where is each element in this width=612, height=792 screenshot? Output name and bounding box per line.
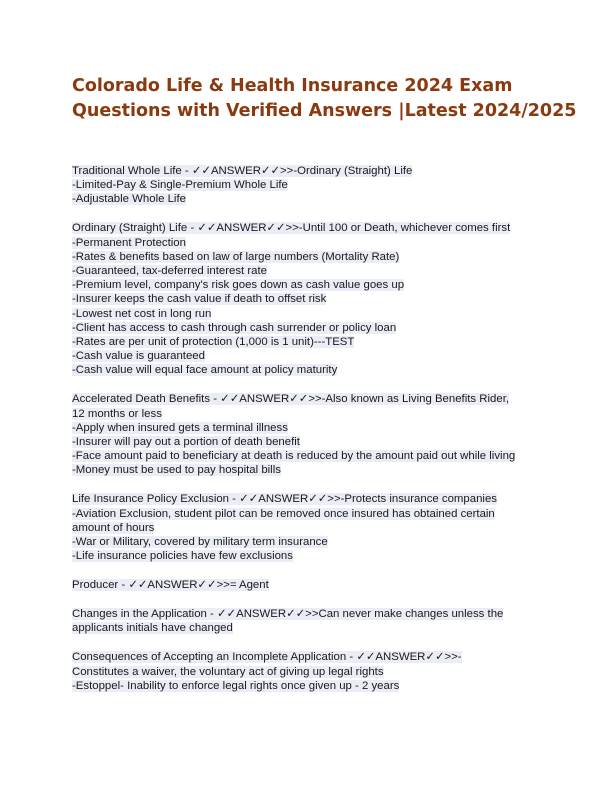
entry-line-text: -Estoppel- Inability to enforce legal rights once given up - 2 years <box>72 679 400 692</box>
entry-line-text: Traditional Whole Life - ✓✓ANSWER✓✓>>-Ordinary (Straight) Life <box>72 165 413 177</box>
entry-line-text: -Insurer will pay out a portion of death benefit <box>72 436 300 449</box>
entry-line-text: -Client has access to cash through cash surrender or policy loan <box>72 321 397 334</box>
entry-line <box>72 292 548 306</box>
entry-line-text: -Aviation Exclusion, student pilot can be removed once insured has obtained certain <box>72 507 495 520</box>
entry-line-text: -Premium level, company's risk goes down as cash value goes up <box>72 279 405 292</box>
entry-line <box>72 650 548 664</box>
entry-line <box>72 621 548 635</box>
entry-line-text: -Limited-Pay & Single-Premium Whole Life <box>72 179 288 192</box>
question-answer-list <box>72 164 548 708</box>
title-line-2: Questions with Verified Answers |Latest 2024/2025 <box>72 101 577 121</box>
document-title <box>72 74 577 124</box>
entry-line-text: -Adjustable Whole Life <box>72 193 186 206</box>
entry-line <box>72 407 548 421</box>
entry-line <box>72 449 548 463</box>
entry-line-text: -Lowest net cost in long run <box>72 307 212 320</box>
entry-line-text: Accelerated Death Benefits - ✓✓ANSWER✓✓>>-Also known as Living Benefits Rider, <box>72 393 510 406</box>
entry-line <box>72 178 548 192</box>
qa-entry <box>72 392 548 477</box>
entry-line <box>72 421 548 435</box>
entry-line-text: -Insurer keeps the cash value if death to offset risk <box>72 293 327 306</box>
entry-line-text: -Permanent Protection <box>72 236 186 249</box>
entry-line-text: -Rates are per unit of protection (1,000 is 1 unit)---TEST <box>72 336 355 349</box>
entry-line <box>72 521 548 535</box>
entry-line <box>72 236 548 250</box>
entry-line <box>72 507 548 521</box>
entry-line-text: -Rates & benefits based on law of large numbers (Mortality Rate) <box>72 250 400 263</box>
entry-line-text: amount of hours <box>72 521 155 534</box>
entry-line <box>72 192 548 206</box>
entry-line <box>72 463 548 477</box>
entry-line-text: Consequences of Accepting an Incomplete Application - ✓✓ANSWER✓✓>>- <box>72 651 462 664</box>
entry-line <box>72 535 548 549</box>
entry-line <box>72 578 548 592</box>
entry-line <box>72 221 548 235</box>
qa-entry <box>72 492 548 563</box>
qa-entry <box>72 164 548 207</box>
entry-line-text: applicants initials have changed <box>72 622 233 635</box>
entry-line-text: 12 months or less <box>72 407 162 420</box>
entry-line <box>72 435 548 449</box>
entry-line-text: Ordinary (Straight) Life - ✓✓ANSWER✓✓>>-Until 100 or Death, whichever comes first <box>72 222 511 235</box>
entry-line <box>72 665 548 679</box>
entry-line <box>72 392 548 406</box>
entry-line-text: Constitutes a waiver, the voluntary act of giving up legal rights <box>72 665 384 678</box>
entry-line <box>72 264 548 278</box>
entry-line-text: -Cash value will equal face amount at policy maturity <box>72 364 338 377</box>
entry-line <box>72 321 548 335</box>
entry-line <box>72 492 548 506</box>
entry-line <box>72 307 548 321</box>
entry-line <box>72 349 548 363</box>
entry-line-text: -Money must be used to pay hospital bills <box>72 464 281 477</box>
entry-line-text: Changes in the Application - ✓✓ANSWER✓✓>>Can never make changes unless the <box>72 608 504 621</box>
qa-entry <box>72 607 548 635</box>
entry-line <box>72 250 548 264</box>
entry-line <box>72 607 548 621</box>
entry-line-text: -War or Military, covered by military term insurance <box>72 536 328 549</box>
entry-line-text: -Cash value is guaranteed <box>72 350 205 363</box>
entry-line-text: -Life insurance policies have few exclusions <box>72 550 293 563</box>
entry-line-text: Producer - ✓✓ANSWER✓✓>>= Agent <box>72 579 269 592</box>
qa-entry <box>72 578 548 592</box>
entry-line-text: -Apply when insured gets a terminal illness <box>72 421 288 434</box>
title-line-1: Colorado Life & Health Insurance 2024 Exam <box>72 76 513 96</box>
qa-entry <box>72 650 548 693</box>
qa-entry <box>72 221 548 377</box>
entry-line <box>72 679 548 693</box>
entry-line-text: -Face amount paid to beneficiary at death is reduced by the amount paid out while living <box>72 450 516 463</box>
entry-line <box>72 278 548 292</box>
entry-line <box>72 164 548 178</box>
entry-line-text: Life Insurance Policy Exclusion - ✓✓ANSWER✓✓>>-Protects insurance companies <box>72 493 497 506</box>
entry-line <box>72 363 548 377</box>
entry-line-text: -Guaranteed, tax-deferred interest rate <box>72 265 268 278</box>
entry-line <box>72 335 548 349</box>
entry-line <box>72 549 548 563</box>
